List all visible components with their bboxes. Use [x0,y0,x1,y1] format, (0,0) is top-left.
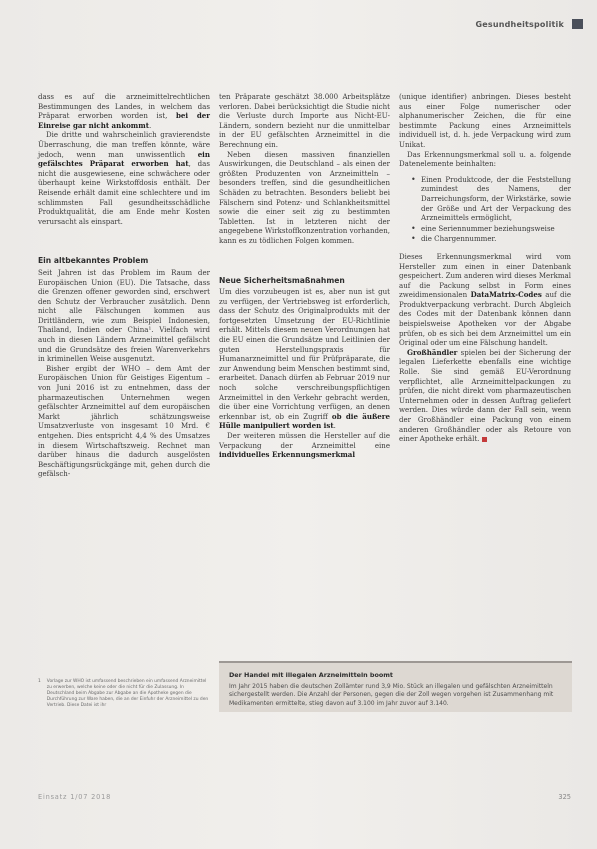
footnote-text: Vorlage zur WHO ist umfassend beschrieben ein umfassend Arzneimittel zu erwerben, welche keine oder die nicht für die Zulassung. In Deutschland beim Abgabe zur Abgabe an die Apotheke gegen die Durchführung zur Ware haben, die an der Einfuhr der Arzneimittel zu den Vertrieb. Diese Datei ist ihr [46,679,209,708]
column-1 [38,92,210,479]
paragraph [219,431,390,460]
list-item: • eine Seriennummer beziehungsweise [411,224,571,234]
paragraph: Bisher ergibt der WHO – dem Amt der Europäischen Union für Geistiges Eigentum – von Juni 2016 ist zu entnehmen, dass der pharmazeutischen Unternehmen wegen gefälschter Arzneimittel auf dem europäischen Markt jährlich schätzungsweise Umsatzverluste von insgesamt 10 Mrd. € entgehen. Dies entspricht 4,4 % des Umsatzes in diesem Wirtschaftszweig. Rechnet man darüber hinaus die dadurch ausgelösten Beschäftigungsrückgänge mit, gehen durch die gefälsch- [38,363,210,479]
paragraph: (unique identifier) anbringen. Dieses besteht aus einer Folge numerischer oder alphanumerischer Zeichen, die für eine bestimmte Packung eines Arzneimittels individuell ist, d. h. jede Verpackung wird zum Unikat. [399,92,571,149]
text-run: dass es auf die arzneimittelrechtlichen Bestimmungen des Landes, in welchem das Präparat erworben worden ist, [38,92,210,121]
paragraph: ten Präparate geschätzt 38.000 Arbeitsplätze verloren. Dabei berücksichtigt die Studie nicht die Verluste durch Importe aus Nicht-EU-Ländern, sondern bezieht nur die unmittelbar in der EU gefälschten Arzneimittel in die Berechnung ein. [219,92,390,149]
paragraph [219,287,390,431]
section-heading: Ein altbekanntes Problem [38,256,149,266]
bold-text: Großhändler [407,347,458,357]
footnote-number: 1 [38,679,41,684]
text-run: Um dies vorzubeugen ist es, aber nun ist gut zu verfügen, der Vertriebsweg ist erforderlich, dass der Schutz des Originalprodukts mit der fortgesetzten Umsetzung der EU-Richtlinie erhält. Mittels diesem neuen Verordnungen hat die EU einen die Grundsätze und Leitlinien der guten Herstellungspraxis für Humanarzneimittel und für Prüfpräparate, die zur Anwendung beim Menschen bestimmt sind, erarbeitet. Danach dürfen ab Februar 2019 nur noch solche verschreibungspflichtigen Arzneimittel in den Verkehr gebracht werden, die über eine Vorrichtung verfügen, an denen erkennbar ist, ob ein Zugriff [219,287,390,421]
text-run: . [333,421,336,431]
bold-text: ein gefälschtes Präparat erworben hat [38,149,210,169]
paragraph [38,92,210,130]
list-item: • die Chargennummer. [411,234,571,244]
text-run: spielen bei der Sicherung der legalen Lieferkette ebenfalls eine wichtige Rolle. Sie sind gemäß EU-Verordnung verpflichtet, alle Arzneimittelpackungen zu prüfen, die nicht direkt vom pharmazeutischen Unternehmen oder in dessen Auftrag geliefert werden. Dies würde dann der Fall sein, wenn der Großhändler eine Packung von einem anderen Großhändler oder als Retoure von einer Apotheke erhält. [399,347,571,444]
text-run: Der weiteren müssen die Hersteller auf die Verpackung der Arzneimittel eine [219,431,390,450]
page-number: 325 [558,793,571,801]
paragraph: Neben diesen massiven finanziellen Auswirkungen, die Deutschland – als einen der größten Produzenten von Arzneimitteln – besonders treffen, sind die gesundheitlichen Schäden zu betrachten. Besonders beliebt bei Fälschern sind Potenz- und Schlankheitsmittel sowie die einer seit zig zu bestimmten Tabletten. Ist in letzteren nicht der angegebene Wirkstoffkonzentration vorhanden, kann es zu tödlichen Folgen kommen. [219,149,390,245]
paragraph [399,348,571,444]
text-run: auf die Produktverpackung verbracht. Durch Abgleich des Codes mit der Datenbank können dann beispielsweise Apotheken vor der Abgabe prüfen, ob es sich bei dem Arzneimittel um ein Original oder um eine Fälschung handelt. [399,290,571,348]
text-run: , das nicht die ausgewiesene, eine schwächere oder überhaupt keine Wirkstoffdosis enthält. Der Reisende erhält damit eine schlechtere und im schlimmsten Fall gesundheitsschädliche Produktqualität, die am Ende mehr Kosten verursacht als einspart. [38,159,210,226]
text-run: Dieses Erkennungsmerkmal wird vom Hersteller zum einen in einer Datenbank gespeichert. Zum anderen wird dieses Merkmal auf die Packung selbst in Form eines zweidimensionalen [399,251,571,300]
bold-text: ob die äußere Hülle manipuliert worden ist [219,411,390,431]
bold-text: bei der Einreise gar nicht ankommt [38,111,210,130]
section-marker-icon [572,19,583,29]
info-box-body: Im Jahr 2015 haben die deutschen Zollämter rund 3,9 Mio. Stück an illegalen und gefälschten Arzneimitteln sichergestellt werden. Die Anzahl der Personen, gegen die der Zoll wegen vorgehen ist Zusammenhang mit Medikamenten ermittelte, stieg davon auf 3.100 im Jahr zuvor auf 3.140. [229,683,554,707]
section-label: Gesundheitspolitik [475,19,564,29]
column-3 [399,92,571,444]
info-box [219,661,572,712]
paragraph: Seit Jahren ist das Problem im Raum der Europäischen Union (EU). Die Tatsache, dass die Grenzen offener geworden sind, erschwert den Schutz der Verbraucher zusätzlich. Denn nicht alle Fälschungen kommen aus Drittländern, wie zum Beispiel Indonesien, Thailand, Indien oder China¹. Vielfach wird auch in diesen Ländern Arzneimittel gefälscht und die Grundsätze des freien Warenverkehrs in kriminellen Weise ausgenutzt. [38,267,210,364]
text-run: Die dritte und wahrscheinlich gravierendste Überraschung, die man treffen könnte, wäre jedoch, wenn man unwissentlich [38,130,210,159]
paragraph [38,130,210,226]
footer-publication: Einsatz 1/07 2018 [38,793,112,801]
list-item: • Einen Produktcode, der die Feststellung zumindest des Namens, der Darreichungsform, der Wirkstärke, sowie der Größe und Art der Verpackung des Arzneimittels ermöglicht, [411,175,571,223]
info-box-title: Der Handel mit illegalen Arzneimitteln boomt [229,671,393,679]
column-2 [219,92,390,460]
paragraph: Das Erkennungsmerkmal soll u. a. folgende Datenelemente beinhalten: [399,149,571,169]
bullet-list [399,175,571,244]
paragraph [399,252,571,348]
bold-text: DataMatrix-Codes [470,290,542,300]
end-of-article-icon [482,437,487,442]
page-header [475,14,583,34]
footnote [38,679,210,709]
section-heading: Neue Sicherheitsmaßnahmen [219,275,345,285]
text-run: . [148,120,152,130]
bold-text: individuelles Erkennungsmerkmal [219,450,356,460]
